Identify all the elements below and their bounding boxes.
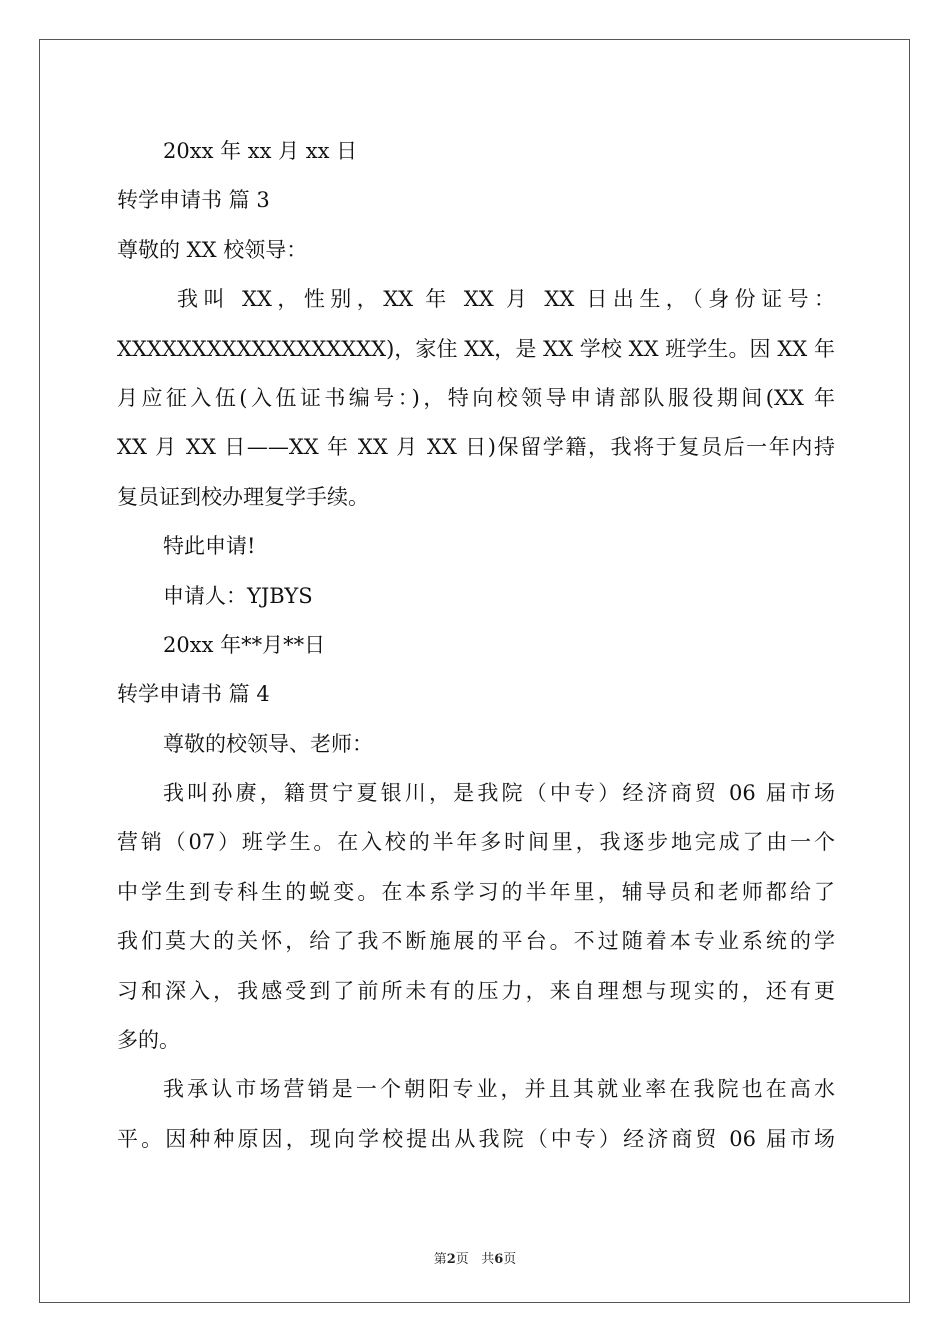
total-prefix: 共 [481, 1252, 495, 1267]
paragraph-line: 营销（07）班学生。在入校的半年多时间里，我逐步地完成了由一个 [117, 830, 835, 855]
paragraph-line: 复员证到校办理复学手续。 [117, 484, 369, 509]
paragraph-line: 我承认市场营销是一个朝阳专业，并且其就业率在我院也在高水 [163, 1077, 835, 1102]
page-footer [0, 1248, 950, 1267]
total-pages: 6 [494, 1252, 504, 1267]
paragraph-line: 我们莫大的关怀，给了我不断施展的平台。不过随着本专业系统的学 [117, 929, 835, 954]
paragraph-line: 我叫孙赓，籍贯宁夏银川，是我院（中专）经济商贸 06 届市场 [163, 781, 835, 806]
page-prefix: 第 [433, 1252, 447, 1267]
applicant-line: 申请人：YJBYS [163, 583, 313, 608]
salutation: 尊敬的 XX 校领导： [117, 237, 308, 262]
closing-line: 特此申请! [163, 534, 256, 559]
date-line: 20xx 年 xx 月 xx 日 [163, 139, 358, 163]
total-suffix: 页 [503, 1252, 517, 1267]
paragraph-line: 我叫 XX，性别，XX 年 XX 月 XX 日出生，（身份证号： [177, 287, 835, 312]
paragraph-line: 中学生到专科生的蜕变。在本系学习的半年里，辅导员和老师都给了 [117, 879, 835, 904]
salutation: 尊敬的校领导、老师： [163, 731, 373, 756]
paragraph-line: 月应征入伍(入伍证书编号：)，特向校领导申请部队服役期间(XX 年 [117, 385, 835, 410]
paragraph-line: XXXXXXXXXXXXXXXXXX)，家住 XX，是 XX 学校 XX 班学生。因 XX 年 [117, 336, 835, 361]
paragraph-line: XX 月 XX 日——XX 年 XX 月 XX 日)保留学籍，我将于复员后一年内持 [117, 435, 835, 460]
page-number: 2 [446, 1252, 456, 1267]
page-suffix: 页 [455, 1252, 469, 1267]
document-body [117, 127, 835, 1164]
paragraph-line: 平。因种种原因，现向学校提出从我院（中专）经济商贸 06 届市场 [117, 1126, 835, 1151]
paragraph-line: 习和深入，我感受到了前所未有的压力，来自理想与现实的，还有更 [117, 978, 835, 1003]
paragraph-line: 多的。 [117, 1028, 180, 1053]
date-line: 20xx 年**月**日 [163, 632, 326, 657]
section-heading: 转学申请书 篇 3 [117, 188, 270, 213]
section-heading: 转学申请书 篇 4 [117, 682, 270, 707]
